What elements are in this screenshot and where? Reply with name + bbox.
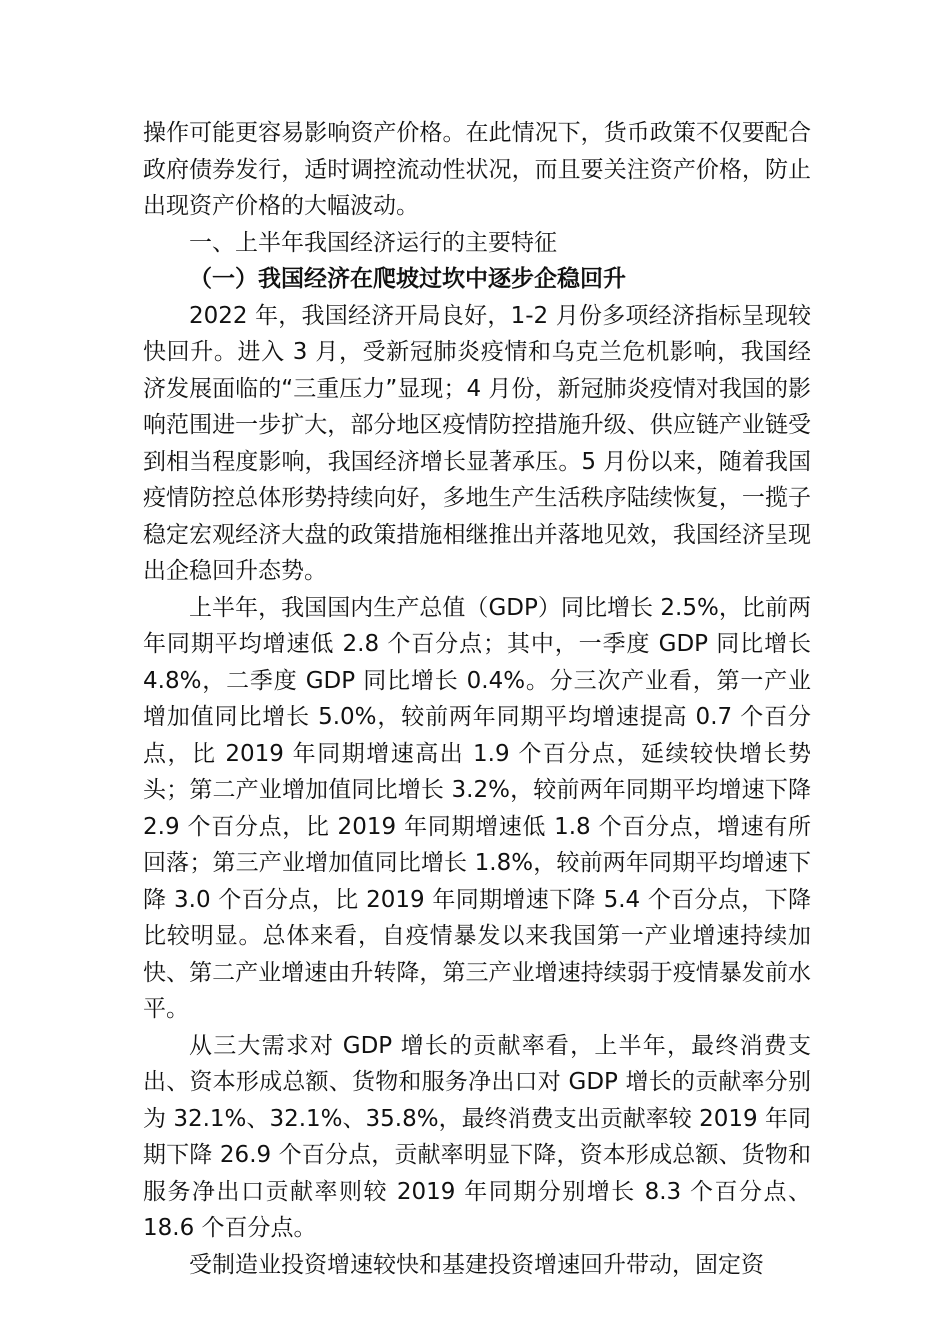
paragraph-gdp-growth: 上半年，我国国内生产总值（GDP）同比增长 2.5%，比前两年同期平均增速低 2.8 个百分点；其中，一季度 GDP 同比增长 4.8%，二季度 GDP 同比增长 0.4%。分三次产业看，第一产业增加值同比增长 5.0%，较前两年同期平均增速提高 0.7 个百分点，比 2019 年同期增速高出 1.9 个百分点，延续较快增长势头；第二产业增加值同比增长 3.2%，较前两年同期平均增速下降 2.9 个百分点，比 2019 年同期增速低 1.8 个百分点，增速有所回落；第三产业增加值同比增长 1.8%，较前两年同期平均增速下降 3.0 个百分点，比 2019 年同期增速下降 5.4 个百分点，下降比较明显。总体来看，自疫情暴发以来我国第一产业增速持续加快、第二产业增速由升转降，第三产业增速持续弱于疫情暴发前水平。 xyxy=(143,594,811,1022)
paragraph-2022-overview: 2022 年，我国经济开局良好，1-2 月份多项经济指标呈现较快回升。进入 3 月，受新冠肺炎疫情和乌克兰危机影响，我国经济发展面临的“三重压力”显现；4 月份，新冠肺炎疫情对我国的影响范围进一步扩大，部分地区疫情防控措施升级、供应链产业链受到相当程度影响，我国经济增长显著承压。5 月份以来，随着我国疫情防控总体形势持续向好，多地生产生活秩序陆续恢复，一揽子稳定宏观经济大盘的政策措施相继推出并落地见效，我国经济呈现出企稳回升态势。 xyxy=(143,302,811,584)
section-heading: 一、上半年我国经济运行的主要特征 xyxy=(189,229,557,256)
subsection-heading: （一）我国经济在爬坡过坎中逐步企稳回升 xyxy=(189,266,626,292)
paragraph-demand-contribution: 从三大需求对 GDP 增长的贡献率看，上半年，最终消费支出、资本形成总额、货物和服务净出口对 GDP 增长的贡献率分别为 32.1%、32.1%、35.8%，最终消费支出贡献率较 2019 年同期下降 26.9 个百分点，贡献率明显下降，资本形成总额、货物和服务净出口贡献率则较 2019 年同期分别增长 8.3 个百分点、18.6 个百分点。 xyxy=(143,1032,811,1241)
paragraph-investment: 受制造业投资增速较快和基建投资增速回升带动，固定资 xyxy=(189,1251,764,1278)
paragraph-continuation: 操作可能更容易影响资产价格。在此情况下，货币政策不仅要配合政府债券发行，适时调控流动性状况，而且要关注资产价格，防止出现资产价格的大幅波动。 xyxy=(143,120,811,219)
document-body xyxy=(143,115,811,1283)
